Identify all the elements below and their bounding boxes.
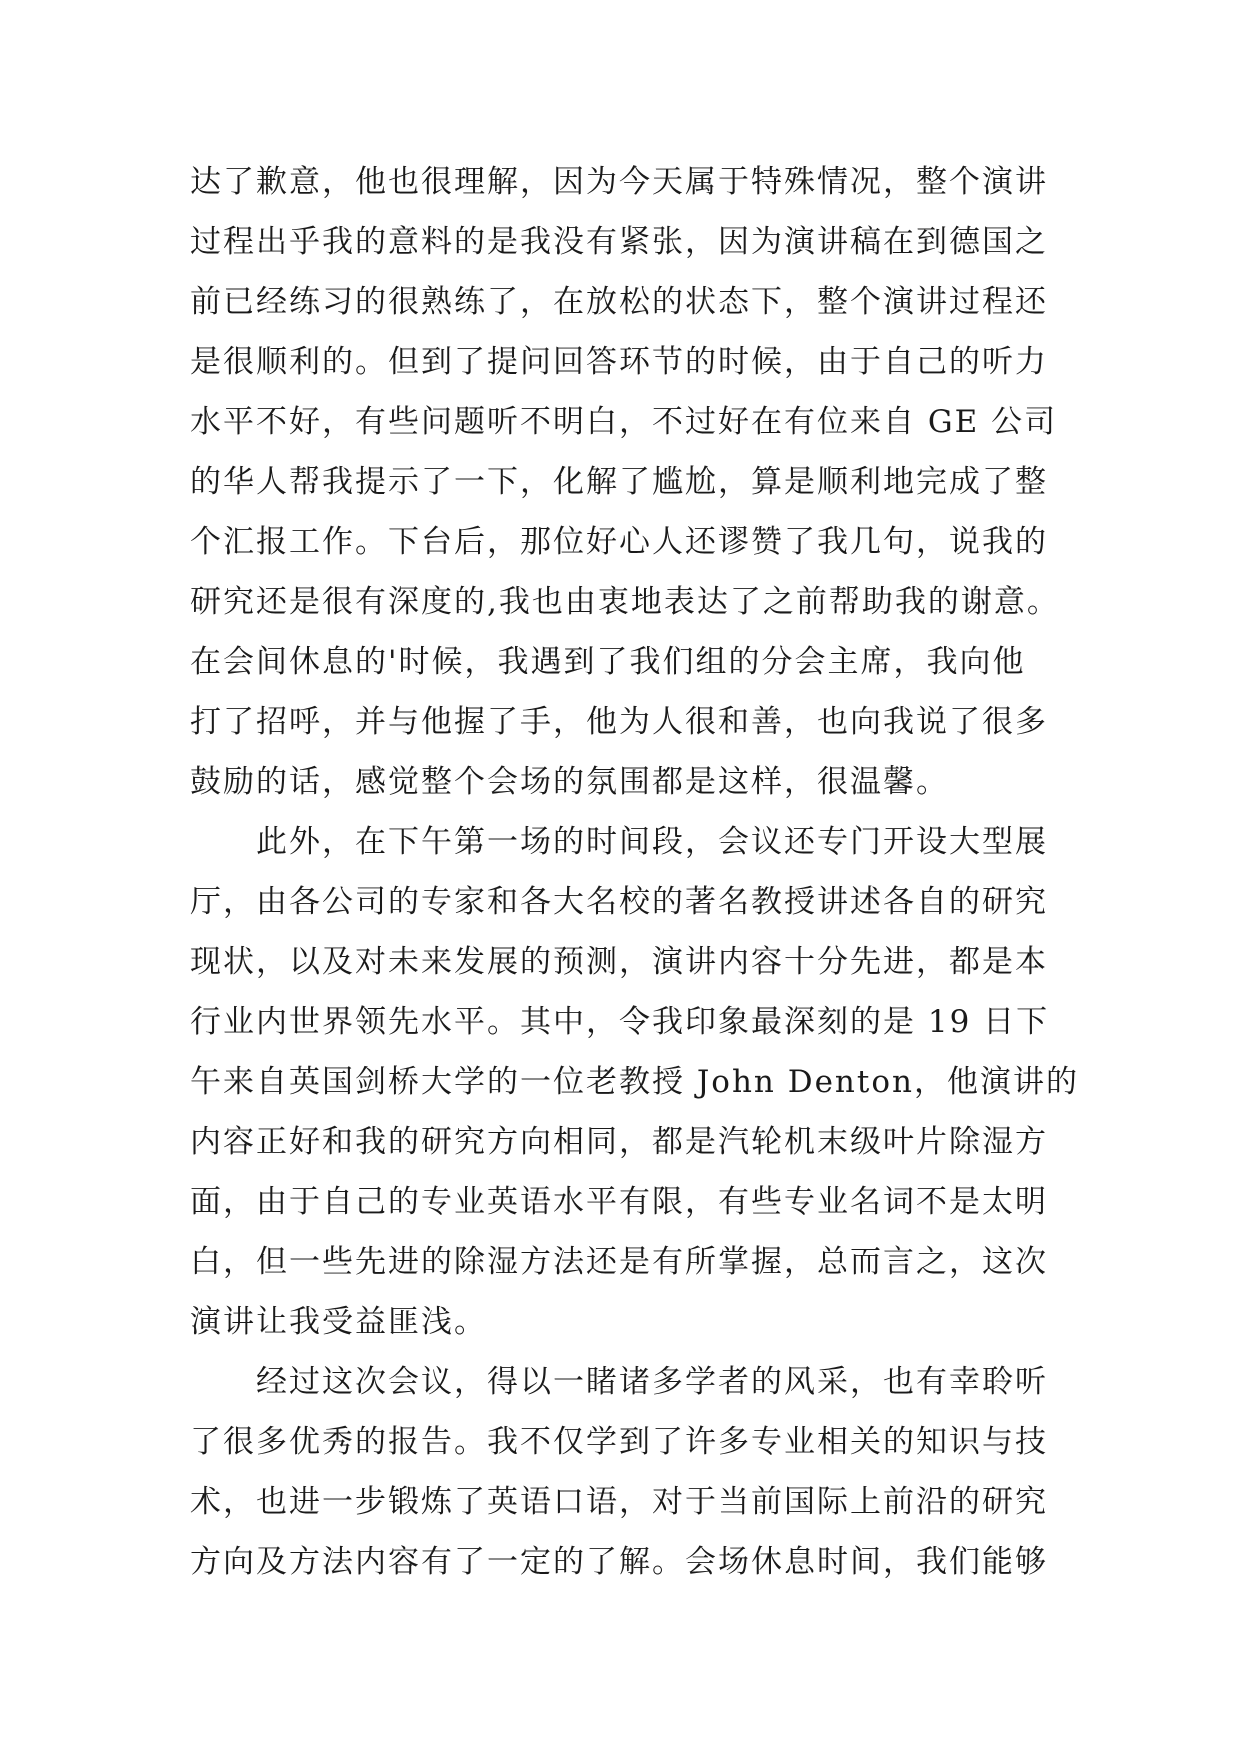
text-line: 过程出乎我的意料的是我没有紧张，因为演讲稿在到德国之 [190,224,1048,260]
text-line: 研究还是很有深度的,我也由衷地表达了之前帮助我的谢意。 [190,584,1060,620]
text-line: 午来自英国剑桥大学的一位老教授 John Denton，他演讲的 [190,1064,1079,1100]
text-line: 在会间休息的'时候，我遇到了我们组的分会主席，我向他 [190,644,1026,680]
text-line: 现状，以及对未来发展的预测，演讲内容十分先进，都是本 [190,944,1048,980]
text-line: 的华人帮我提示了一下，化解了尴尬，算是顺利地完成了整 [190,464,1048,500]
text-line: 白，但一些先进的除湿方法还是有所掌握，总而言之，这次 [190,1244,1048,1280]
body-text [190,152,1079,1592]
text-line: 内容正好和我的研究方向相同，都是汽轮机末级叶片除湿方 [190,1124,1048,1160]
text-line: 厅，由各公司的专家和各大名校的著名教授讲述各自的研究 [190,884,1048,920]
text-line: 了很多优秀的报告。我不仅学到了许多专业相关的知识与技 [190,1424,1048,1460]
text-line: 术，也进一步锻炼了英语口语，对于当前国际上前沿的研究 [190,1484,1048,1520]
text-line: 是很顺利的。但到了提问回答环节的时候，由于自己的听力 [190,344,1048,380]
text-line: 个汇报工作。下台后，那位好心人还谬赞了我几句，说我的 [190,524,1048,560]
text-line: 方向及方法内容有了一定的了解。会场休息时间，我们能够 [190,1544,1048,1580]
text-line: 面，由于自己的专业英语水平有限，有些专业名词不是太明 [190,1184,1048,1220]
text-line: 达了歉意，他也很理解，因为今天属于特殊情况，整个演讲 [190,164,1048,200]
text-line: 前已经练习的很熟练了，在放松的状态下，整个演讲过程还 [190,284,1048,320]
text-line: 鼓励的话，感觉整个会场的氛围都是这样，很温馨。 [190,764,949,800]
text-line: 演讲让我受益匪浅。 [190,1304,487,1340]
paragraph-first-line: 此外，在下午第一场的时间段，会议还专门开设大型展 [256,824,1048,860]
text-line: 行业内世界领先水平。其中，令我印象最深刻的是 19 日下 [190,1004,1050,1040]
text-line: 打了招呼，并与他握了手，他为人很和善，也向我说了很多 [190,704,1048,740]
text-line: 水平不好，有些问题听不明白，不过好在有位来自 GE 公司 [190,404,1058,440]
paragraph-first-line: 经过这次会议，得以一睹诸多学者的风采，也有幸聆听 [256,1364,1048,1400]
